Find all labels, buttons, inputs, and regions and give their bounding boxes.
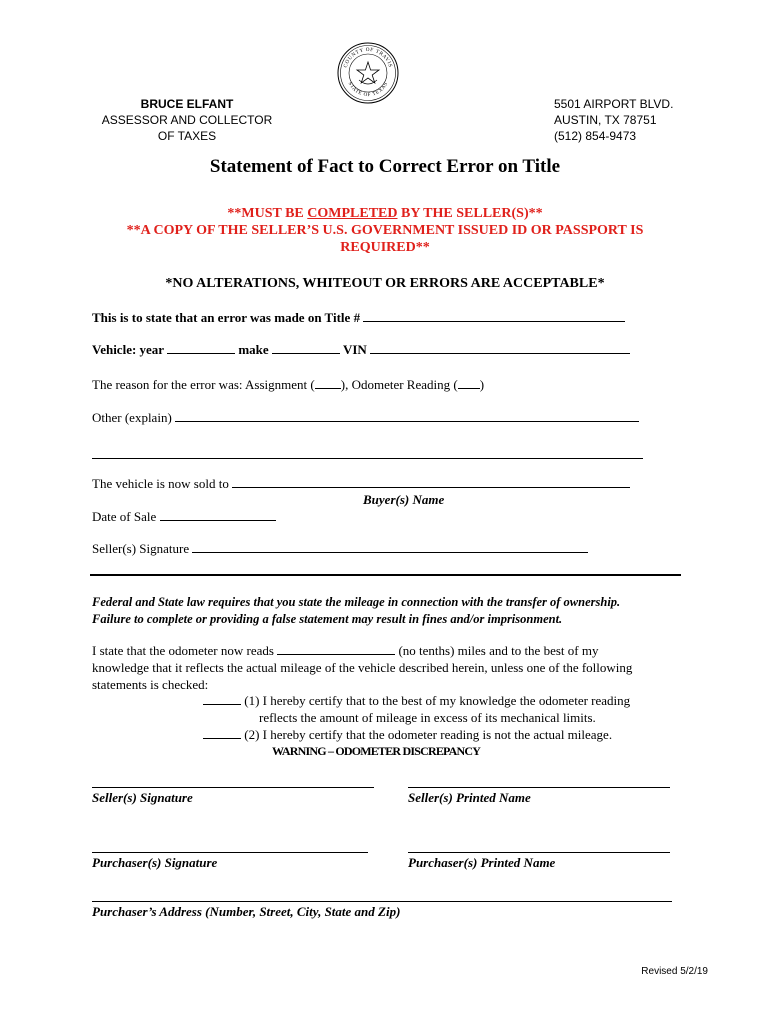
sold-to-label: The vehicle is now sold to: [92, 476, 229, 491]
office-street: 5501 AIRPORT BLVD.: [554, 97, 674, 111]
other-explain-line-2[interactable]: [92, 458, 643, 459]
assessor-block: [92, 96, 282, 144]
vehicle-make-field[interactable]: [272, 343, 340, 354]
seller-signature-field[interactable]: [192, 542, 588, 553]
date-of-sale-row: [92, 509, 276, 525]
title-number-row: [92, 310, 625, 326]
option-2-text: (2) I hereby certify that the odometer reading is not the actual mileage.: [244, 727, 613, 742]
notice-line3: REQUIRED**: [340, 240, 430, 255]
office-address-block: [554, 96, 694, 144]
seal-bottom-text: STATE OF TEXAS: [346, 81, 390, 99]
seller-signature-row: [92, 541, 588, 557]
reason-label: The reason for the error was: Assignment (: [92, 377, 315, 392]
vehicle-vin-label: VIN: [342, 342, 367, 357]
reason-close: ): [479, 377, 485, 392]
odometer-line-3: statements is checked:: [92, 677, 209, 692]
law-line-1: Federal and State law requires that you state the mileage in connection with the transfer of ownership.: [92, 595, 621, 609]
assessor-name: BRUCE ELFANT: [140, 97, 234, 111]
county-seal-icon: [337, 42, 399, 104]
vehicle-vin-field[interactable]: [370, 343, 630, 354]
date-of-sale-label: Date of Sale: [92, 509, 157, 524]
purchaser-printed-name-caption: Purchaser(s) Printed Name: [408, 855, 556, 870]
svg-text:COUNTY OF TRAVIS: [343, 47, 394, 69]
vehicle-row: [92, 342, 630, 358]
other-explain-field[interactable]: [175, 411, 639, 422]
seller-signature-label: Seller(s) Signature: [92, 541, 190, 556]
odometer-line-2: knowledge that it reflects the actual mileage of the vehicle described herein, unless one of the following: [92, 660, 633, 675]
vehicle-make-label: make: [238, 342, 269, 357]
odometer-reading-field[interactable]: [277, 644, 395, 655]
reason-row: [92, 377, 484, 393]
other-label: Other (explain): [92, 410, 172, 425]
option-1-check-field[interactable]: [203, 694, 241, 705]
revision-date: Revised 5/2/19: [641, 966, 708, 977]
option-1-text: (1) I hereby certify that to the best of my knowledge the odometer reading: [244, 693, 631, 708]
svg-text:STATE OF TEXAS: [347, 81, 390, 98]
notice-line2: **A COPY OF THE SELLER’S U.S. GOVERNMENT ISSUED ID OR PASSPORT IS: [126, 223, 644, 238]
seller-notice: [0, 205, 770, 256]
section-divider: [90, 574, 681, 576]
seller-signature-line[interactable]: [92, 787, 374, 788]
title-number-field[interactable]: [363, 311, 625, 322]
purchaser-printed-name-line[interactable]: [408, 852, 670, 853]
purchaser-address-caption: Purchaser’s Address (Number, Street, City, State and Zip): [92, 904, 401, 919]
purchaser-signature-line[interactable]: [92, 852, 368, 853]
odometer-check-field[interactable]: [458, 378, 480, 389]
buyer-name-field[interactable]: [232, 477, 630, 488]
buyer-name-caption: Buyer(s) Name: [363, 492, 445, 507]
title-number-label: This is to state that an error was made on Title #: [92, 310, 361, 325]
option-2-check-field[interactable]: [203, 728, 241, 739]
notice-completed: COMPLETED: [307, 206, 398, 221]
sold-to-row: [92, 476, 630, 492]
odometer-warning: WARNING – ODOMETER DISCREPANCY: [272, 744, 481, 758]
option-1-text-cont: reflects the amount of mileage in excess of its mechanical limits.: [259, 710, 596, 725]
seller-printed-name-line[interactable]: [408, 787, 670, 788]
office-phone: (512) 854-9473: [554, 129, 637, 143]
vehicle-year-label: Vehicle: year: [92, 342, 164, 357]
notice-line1-post: BY THE SELLER(S)**: [397, 206, 543, 221]
assignment-check-field[interactable]: [315, 378, 341, 389]
odometer-post: (no tenths) miles and to the best of my: [398, 643, 599, 658]
vehicle-year-field[interactable]: [167, 343, 235, 354]
seal-top-text: COUNTY OF TRAVIS: [342, 46, 394, 69]
odometer-statement: [92, 642, 692, 693]
seller-signature-caption: Seller(s) Signature: [92, 790, 193, 805]
no-alterations-notice: *NO ALTERATIONS, WHITEOUT OR ERRORS ARE ACCEPTABLE*: [165, 276, 605, 291]
document-title: Statement of Fact to Correct Error on Title: [209, 156, 561, 177]
odometer-option-2: [203, 726, 683, 743]
law-line-2: Failure to complete or providing a false statement may result in fines and/or imprisonment.: [92, 612, 563, 626]
seller-printed-name-caption: Seller(s) Printed Name: [408, 790, 531, 805]
office-city: AUSTIN, TX 78751: [554, 113, 657, 127]
federal-law-statement: [92, 594, 692, 628]
assessor-title: ASSESSOR AND COLLECTOR: [101, 113, 273, 127]
purchaser-signature-caption: Purchaser(s) Signature: [92, 855, 218, 870]
date-of-sale-field[interactable]: [160, 510, 276, 521]
notice-line1-pre: **MUST BE: [227, 206, 308, 221]
purchaser-address-line[interactable]: [92, 901, 672, 902]
odometer-option-1: [203, 692, 683, 709]
odometer-label: I state that the odometer now reads: [92, 643, 274, 658]
other-row: [92, 410, 639, 426]
reason-odometer-label: ), Odometer Reading (: [340, 377, 458, 392]
assessor-title-2: OF TAXES: [157, 129, 217, 143]
